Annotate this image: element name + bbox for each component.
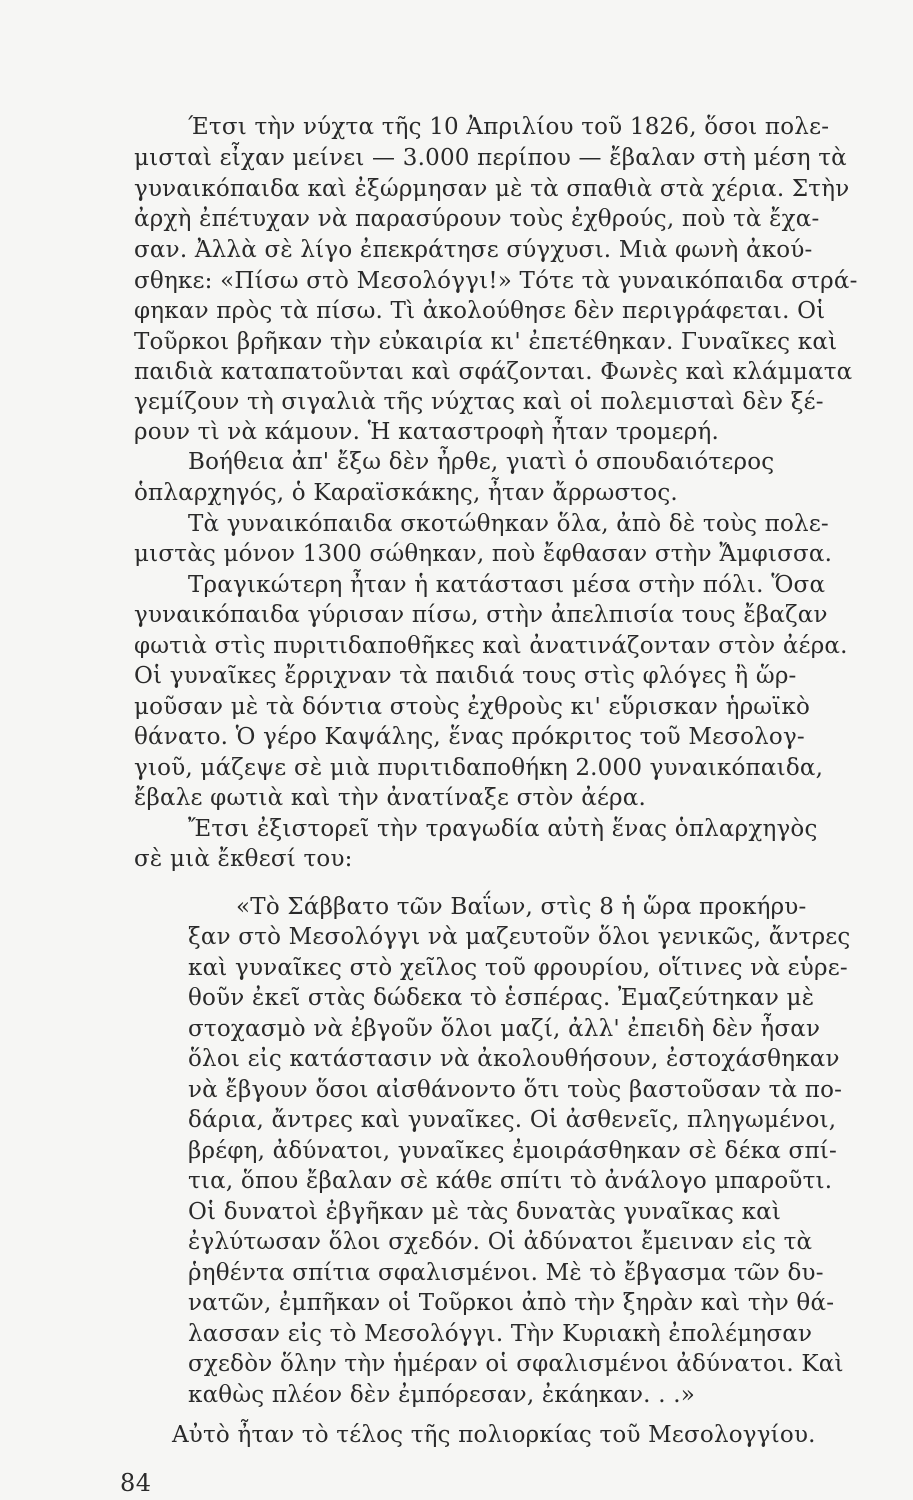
text-line: ἔβαλε φωτιὰ καὶ τὴν ἀνατίναξε στὸν ἀέρα. (134, 785, 647, 811)
quote-line: σχεδὸν ὅλην τὴν ἡμέραν οἱ σφαλισμένοι ἀδύνατοι. Καὶ (188, 1351, 844, 1377)
quote-line: ξαν στὸ Μεσολόγγι νὰ μαζευτοῦν ὅλοι γενικῶς, ἄντρες (188, 924, 851, 950)
text-line: Τὰ γυναικόπαιδα σκοτώθηκαν ὅλα, ἀπὸ δὲ τοὺς πολε- (188, 511, 829, 537)
quote-line: Οἱ δυνατοὶ ἐβγῆκαν μὲ τὰς δυνατὰς γυναῖκας καὶ (188, 1199, 782, 1225)
text-line: ἀρχὴ ἐπέτυχαν νὰ παρασύρουν τοὺς ἐχθρούς, ποὺ τὰ ἔχα- (134, 206, 820, 232)
text-line: γεμίζουν τὴ σιγαλιὰ τῆς νύχτας καὶ οἱ πολεμισταὶ δὲν ξέ- (134, 389, 824, 415)
quote-line: τια, ὅπου ἔβαλαν σὲ κάθε σπίτι τὸ ἀνάλογο μπαροῦτι. (188, 1168, 833, 1194)
quote-line: νατῶν, ἐμπῆκαν οἱ Τοῦρκοι ἀπὸ τὴν ξηρὰν καὶ τὴν θά- (188, 1290, 835, 1316)
text-line: ρουν τὶ νὰ κάμουν. Ἡ καταστροφὴ ἦταν τρομερή. (134, 419, 719, 445)
text-line: σθηκε: «Πίσω στὸ Μεσολόγγι!» Τότε τὰ γυναικόπαιδα στρά- (134, 268, 858, 294)
text-line: Τοῦρκοι βρῆκαν τὴν εὐκαιρία κι' ἐπετέθηκαν. Γυναῖκες καὶ (134, 329, 838, 355)
text-line: γιοῦ, μάζεψε σὲ μιὰ πυριτιδαποθήκη 2.000 γυναικόπαιδα, (134, 755, 824, 781)
quote-line: λασσαν εἰς τὸ Μεσολόγγι. Τὴν Κυριακὴ ἐπολέμησαν (188, 1321, 813, 1347)
text-line: σαν. Ἀλλὰ σὲ λίγο ἐπεκράτησε σύγχυσι. Μιὰ φωνὴ ἀκού- (134, 237, 813, 263)
text-line: Τραγικώτερη ἦταν ἡ κατάστασι μέσα στὴν πόλι. Ὅσα (188, 572, 826, 598)
text-line: σὲ μιὰ ἔκθεσί του: (134, 846, 353, 872)
quote-line: ὅλοι εἰς κατάστασιν νὰ ἀκολουθήσουν, ἐστοχάσθηκαν (188, 1046, 840, 1072)
quote-line: «Τὸ Σάββατο τῶν Βαΐων, στὶς 8 ἡ ὥρα προκήρυ- (236, 894, 807, 920)
text-line: μιστὰς μόνον 1300 σώθηκαν, ποὺ ἔφθασαν στὴν Ἄμφισσα. (134, 541, 833, 567)
text-line: γυναικόπαιδα γύρισαν πίσω, στὴν ἀπελπισία τους ἔβαζαν (134, 602, 828, 628)
text-line: μοῦσαν μὲ τὰ δόντια στοὺς ἐχθροὺς κι' εὕρισκαν ἡρωϊκὸ (134, 694, 811, 720)
quote-line: στοχασμὸ νὰ ἐβγοῦν ὅλοι μαζί, ἀλλ' ἐπειδὴ δὲν ἦσαν (188, 1016, 821, 1042)
quote-line: καὶ γυναῖκες στὸ χεῖλος τοῦ φρουρίου, οἵτινες νὰ εὑρε- (188, 955, 848, 981)
text-line: Ἔτσι ἐξιστορεῖ τὴν τραγωδία αὐτὴ ἕνας ὁπλαρχηγὸς (188, 816, 818, 842)
quote-line: βρέφη, ἀδύνατοι, γυναῖκες ἐμοιράσθηκαν σὲ δέκα σπί- (188, 1138, 837, 1164)
text-line: φηκαν πρὸς τὰ πίσω. Τὶ ἀκολούθησε δὲν περιγράφεται. Οἱ (134, 298, 826, 324)
quote-line: καθὼς πλέον δὲν ἐμπόρεσαν, ἐκάηκαν. . .» (188, 1382, 696, 1408)
quote-line: δάρια, ἄντρες καὶ γυναῖκες. Οἱ ἀσθενεῖς, πληγωμένοι, (188, 1107, 837, 1133)
closing-line: Αὐτὸ ἦταν τὸ τέλος τῆς πολιορκίας τοῦ Μεσολογγίου. (172, 1422, 816, 1448)
text-line: παιδιὰ καταπατοῦνται καὶ σφάζονται. Φωνὲς καὶ κλάμματα (134, 359, 853, 385)
text-line: Οἱ γυναῖκες ἔρριχναν τὰ παιδιά τους στὶς φλόγες ἢ ὥρ- (134, 663, 797, 689)
text-line: φωτιὰ στὶς πυριτιδαποθῆκες καὶ ἀνατινάζονταν στὸν ἀέρα. (134, 633, 848, 659)
text-line: γυναικόπαιδα καὶ ἐξώρμησαν μὲ τὰ σπαθιὰ στὰ χέρια. Στὴν (134, 176, 850, 202)
text-line: μισταὶ εἶχαν μείνει — 3.000 περίπου — ἔβαλαν στὴ μέση τὰ (134, 145, 847, 171)
quote-line: νὰ ἔβγουν ὅσοι αἰσθάνοντο ὅτι τοὺς βαστοῦσαν τὰ πο- (188, 1077, 843, 1103)
text-line: ὁπλαρχηγός, ὁ Καραϊσκάκης, ἦταν ἄρρωστος. (134, 480, 678, 506)
page-number: 84 (120, 1469, 152, 1497)
quote-line: θοῦν ἐκεῖ στὰς δώδεκα τὸ ἑσπέρας. Ἐμαζεύτηκαν μὲ (188, 985, 815, 1011)
text-line: θάνατο. Ὁ γέρο Καψάλης, ἕνας πρόκριτος τοῦ Μεσολογ- (134, 724, 805, 750)
quote-line: ἐγλύτωσαν ὅλοι σχεδόν. Οἱ ἀδύνατοι ἔμειναν εἰς τὰ (188, 1229, 813, 1255)
quote-line: ῥηθέντα σπίτια σφαλισμένοι. Μὲ τὸ ἔβγασμα τῶν δυ- (188, 1260, 824, 1286)
text-line: Έτσι τὴν νύχτα τῆς 10 Ἀπριλίου τοῦ 1826, ὅσοι πολε- (188, 114, 830, 140)
text-line: Βοήθεια ἀπ' ἔξω δὲν ἦρθε, γιατὶ ὁ σπουδαιότερος (188, 449, 775, 475)
